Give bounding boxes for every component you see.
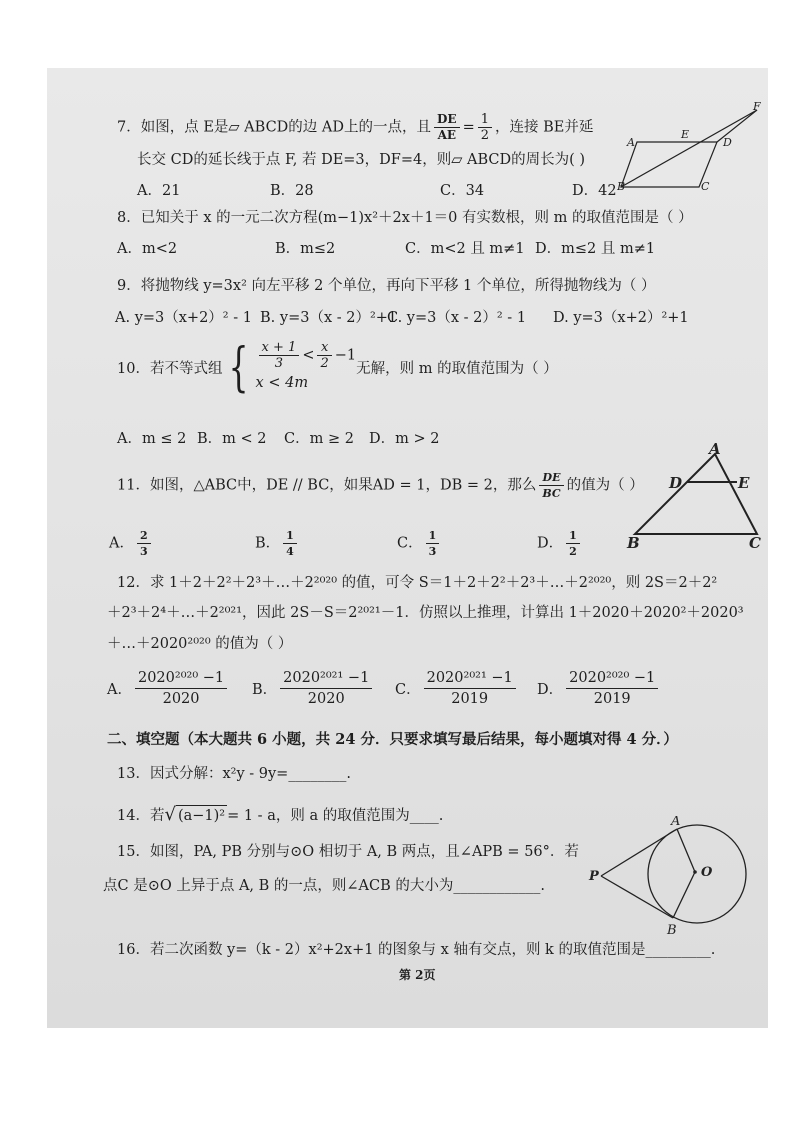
- fig11-label-a: A: [709, 442, 721, 458]
- q11-option-d: D． $\frac{1}{2}$: [537, 528, 583, 559]
- q8-option-b: B．m≤2: [275, 241, 336, 257]
- q12-option-d: D． $\frac{\text{2020²⁰²⁰ −1}}{2019}$: [537, 668, 661, 709]
- fig7-label-b: B: [617, 180, 626, 192]
- q7-option-b: B．28: [270, 183, 314, 199]
- q7-option-a: A．21: [137, 183, 181, 199]
- q10-option-d: D．m > 2: [369, 431, 440, 447]
- fig7-label-e: E: [681, 128, 690, 141]
- circle-tangent-figure: [587, 816, 747, 941]
- fig15-label-o: O: [701, 865, 713, 880]
- q15-line1: 15．如图，PA, PB 分别与⊙O 相切于 A, B 两点，且∠APB = 56°．若: [117, 844, 579, 860]
- q11-stem: 11．如图，△ABC中，DE // BC，如果AD = 1，DB = 2，那么 $\frac{DE}{BC}$ 的值为（ ）: [117, 471, 644, 500]
- q8-option-d: D．m≤2 且 m≠1: [535, 241, 656, 257]
- q9-option-c: C. y=3（x - 2）² - 1: [387, 310, 527, 326]
- fig7-label-d: D: [723, 136, 732, 149]
- q8-stem: 8．已知关于 x 的一元二次方程(m−1)x²＋2x＋1＝0 有实数根，则 m 的取值范围是（ ）: [117, 210, 693, 226]
- q10-option-c: C．m ≥ 2: [284, 431, 354, 447]
- section-fill-in-title: 二、填空题（本大题共 6 小题，共 24 分．只要求填写最后结果，每小题填对得 4 分．）: [107, 731, 678, 748]
- q12-option-c: C． $\frac{\text{2020²⁰²¹ −1}}{2019}$: [395, 668, 519, 709]
- q15-line2: 点C 是⊙O 上异于点 A, B 的一点，则∠ACB 的大小为____________.: [103, 878, 546, 894]
- q7-option-d: D．42: [572, 183, 617, 199]
- fig15-label-p: P: [589, 869, 599, 884]
- q11-option-a: A． $\frac{2}{3}$: [109, 528, 154, 559]
- q7-line1: 7．如图，点 E是▱ ABCD的边 AD上的一点，且 $\frac{DE}{AE}$ = $\frac{1}{2}$ ，连接 BE并延: [117, 112, 594, 143]
- triangle-figure: [625, 442, 765, 552]
- q12-option-a: A． $\frac{\text{2020²⁰²⁰ −1}}{2020}$: [107, 668, 230, 709]
- q10-option-a: A．m ≤ 2: [117, 431, 187, 447]
- fig15-label-b: B: [667, 923, 677, 938]
- fig11-label-b: B: [627, 534, 640, 552]
- exam-page: [47, 68, 768, 1028]
- q9-option-d: D. y=3（x+2）²+1: [553, 310, 689, 326]
- q9-option-a: A. y=3（x+2）² - 1: [115, 310, 252, 326]
- q12-option-b: B． $\frac{\text{2020²⁰²¹ −1}}{2020}$: [252, 668, 375, 709]
- q9-stem: 9．将抛物线 y=3x² 向左平移 2 个单位，再向下平移 1 个单位，所得抛物线为（ ）: [117, 278, 656, 294]
- page-number: 第 2页: [399, 968, 436, 982]
- q12-line3: ＋…＋2020²⁰²⁰ 的值为（ ）: [107, 636, 293, 652]
- q8-option-c: C．m<2 且 m≠1: [405, 241, 525, 257]
- q13: 13．因式分解：x²y - 9y=________.: [117, 766, 351, 782]
- q10-stem: 10．若不等式组 { $\frac{x + 1}{3}$ < $\frac{x}{2}$ −1 x < 4m 无解，则 m 的取值范围为（ ）: [117, 337, 558, 398]
- q7-line2: 长交 CD的延长线于点 F, 若 DE=3，DF=4，则▱ ABCD的周长为( ): [137, 152, 586, 168]
- q16: 16．若二次函数 y=（k - 2）x²+2x+1 的图象与 x 轴有交点，则 k 的取值范围是_________.: [117, 942, 716, 958]
- fig11-label-c: C: [749, 534, 761, 552]
- q12-line2: ＋2³＋2⁴＋…＋2²⁰²¹，因此 2S－S＝2²⁰²¹－1．仿照以上推理，计算出 1＋2020＋2020²＋2020³: [107, 605, 744, 621]
- parallelogram-figure: [617, 102, 767, 192]
- fig7-label-c: C: [701, 180, 710, 192]
- q11-option-b: B． $\frac{1}{4}$: [255, 528, 300, 559]
- q7-option-c: C．34: [440, 183, 485, 199]
- fig7-label-a: A: [627, 136, 635, 149]
- q11-option-c: C． $\frac{1}{3}$: [397, 528, 442, 559]
- q14: 14．若√ (a−1)² = 1 - a，则 a 的取值范围为____.: [117, 804, 444, 825]
- fig15-label-a: A: [671, 816, 681, 829]
- fig7-label-f: F: [753, 102, 761, 113]
- fig11-label-d: D: [669, 474, 683, 492]
- q9-option-b: B. y=3（x - 2）²+1: [260, 310, 398, 326]
- fig11-label-e: E: [738, 474, 750, 492]
- q8-option-a: A．m<2: [117, 241, 178, 257]
- q12-line1: 12．求 1＋2＋2²＋2³＋…＋2²⁰²⁰ 的值，可令 S＝1＋2＋2²＋2³＋…＋2²⁰²⁰，则 2S＝2＋2²: [117, 575, 718, 591]
- q10-option-b: B．m < 2: [197, 431, 267, 447]
